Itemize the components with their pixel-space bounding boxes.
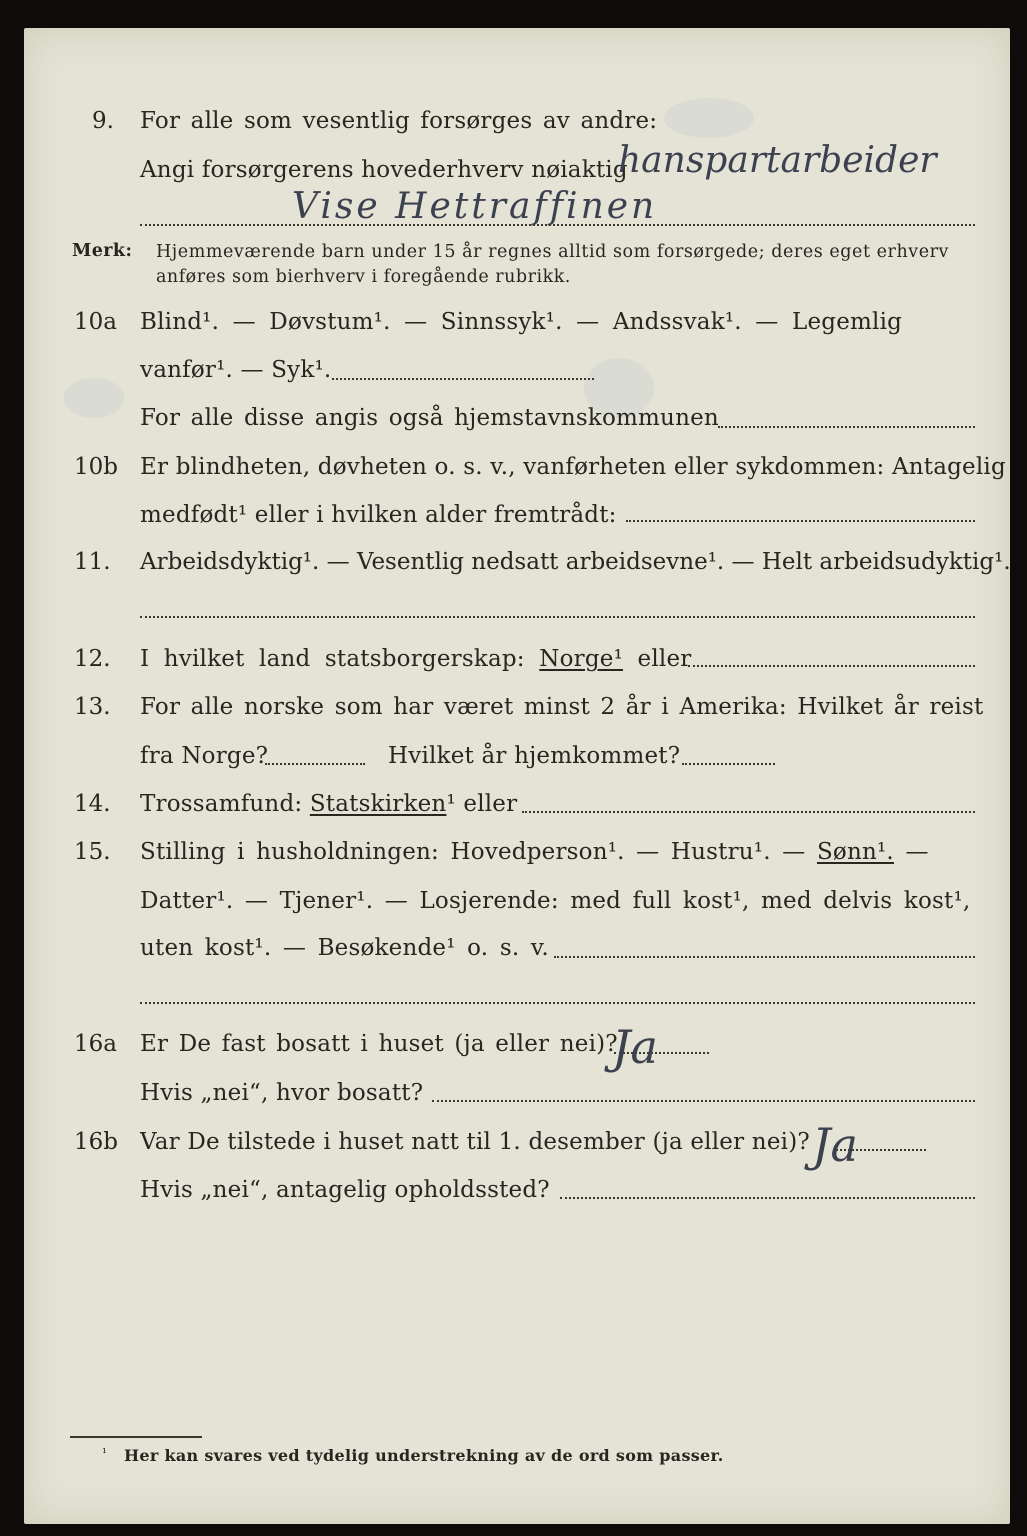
question-16b-handwritten-answer: Ja: [812, 1118, 858, 1172]
note-line-1: Hjemmeværende barn under 15 år regnes alltid som forsørgede; deres eget erhverv: [156, 242, 949, 262]
question-14-underlined-answer: Statskirken: [309, 791, 447, 817]
question-13-line-2a: fra Norge?: [140, 743, 269, 769]
question-13-number: 13.: [74, 694, 111, 720]
question-14-answer-line: [522, 811, 975, 813]
question-13-line-2b: Hvilket år hjemkommet?: [388, 743, 681, 769]
footnote-marker: ¹: [102, 1446, 108, 1460]
question-15-answer-line-2: [140, 1002, 975, 1004]
question-15-number: 15.: [74, 839, 111, 865]
question-12-suffix: eller: [637, 646, 692, 672]
note-label: Merk:: [72, 241, 133, 261]
question-16b-number: 16b: [74, 1129, 118, 1155]
question-16a-line-2: Hvis „nei“, hvor bosatt?: [140, 1080, 424, 1106]
question-9-handwritten-answer-2: Vise Hettraffinen: [292, 186, 658, 227]
question-9-number: 9.: [92, 108, 114, 134]
question-15-line-1-dash: —: [905, 839, 929, 865]
question-11-number: 11.: [74, 549, 111, 575]
question-13-year-left-line: [265, 763, 365, 765]
question-15-line-1: [140, 839, 929, 865]
question-14-number: 14.: [74, 791, 111, 817]
footnote-rule: [70, 1436, 202, 1438]
question-10b-number: 10b: [74, 454, 118, 480]
question-15-line-2: Datter¹. — Tjener¹. — Losjerende: med full kost¹, med delvis kost¹,: [140, 888, 971, 914]
question-10b-line-1: Er blindheten, døvheten o. s. v., vanførheten eller sykdommen: Antagelig: [140, 454, 1006, 480]
footnote-text: Her kan svares ved tydelig understrekning av de ord som passer.: [124, 1446, 724, 1465]
question-16a-handwritten-answer: Ja: [612, 1020, 658, 1074]
question-13-year-returned-line: [682, 763, 775, 765]
question-14-label: Trossamfund:: [140, 791, 303, 817]
note-line-2: anføres som bierhverv i foregående rubrikk.: [156, 267, 571, 287]
question-16a-location-line: [432, 1100, 975, 1102]
question-12-underlined-answer: Norge¹: [539, 646, 624, 672]
question-12-text: [140, 646, 691, 672]
question-10a-hometown-line: [718, 426, 975, 428]
question-10a-line-1: Blind¹. — Døvstum¹. — Sinnssyk¹. — Andssvak¹. — Legemlig: [140, 309, 903, 335]
question-12-number: 12.: [74, 646, 111, 672]
question-15-answer-line-1: [554, 956, 975, 958]
question-14-suffix: ¹ eller: [446, 791, 518, 817]
question-9-line-2: Angi forsørgerens hovederhverv nøiaktig: [140, 157, 628, 183]
question-16b-line-2: Hvis „nei“, antagelig opholdssted?: [140, 1177, 550, 1203]
question-10a-answer-line: [332, 378, 594, 380]
question-10b-line-2: medfødt¹ eller i hvilken alder fremtrådt:: [140, 502, 617, 528]
question-15-underlined-answer: Sønn¹.: [816, 839, 894, 865]
question-11-answer-line: [140, 616, 975, 618]
question-10a-line-2: vanfør¹. — Syk¹.: [140, 357, 332, 383]
question-16b-line-1: Var De tilstede i huset natt til 1. desember (ja eller nei)?: [140, 1129, 810, 1155]
question-14-text: [140, 791, 517, 817]
question-10a-number: 10a: [74, 309, 117, 335]
question-10b-answer-line: [626, 520, 975, 522]
question-11-line-1: Arbeidsdyktig¹. — Vesentlig nedsatt arbeidsevne¹. — Helt arbeidsudyktig¹.: [140, 549, 1011, 575]
ink-stain: [64, 378, 124, 418]
ink-stain: [664, 98, 754, 138]
question-9-handwritten-answer-1: hanspartarbeider: [618, 140, 937, 181]
question-16a-line-1: Er De fast bosatt i huset (ja eller nei)?: [140, 1031, 618, 1057]
question-9-line-1: For alle som vesentlig forsørges av andre:: [140, 108, 658, 134]
question-12-answer-line: [688, 665, 975, 667]
question-15-line-1-text: Stilling i husholdningen: Hovedperson¹. — Hustru¹. —: [140, 839, 806, 865]
question-12-label: I hvilket land statsborgerskap:: [140, 646, 525, 672]
question-16b-location-line: [560, 1197, 975, 1199]
question-15-line-3: uten kost¹. — Besøkende¹ o. s. v.: [140, 935, 549, 961]
question-13-line-1: For alle norske som har været minst 2 år i Amerika: Hvilket år reist: [140, 694, 984, 720]
question-10a-line-3: For alle disse angis også hjemstavnskommunen: [140, 405, 719, 431]
question-16a-number: 16a: [74, 1031, 117, 1057]
